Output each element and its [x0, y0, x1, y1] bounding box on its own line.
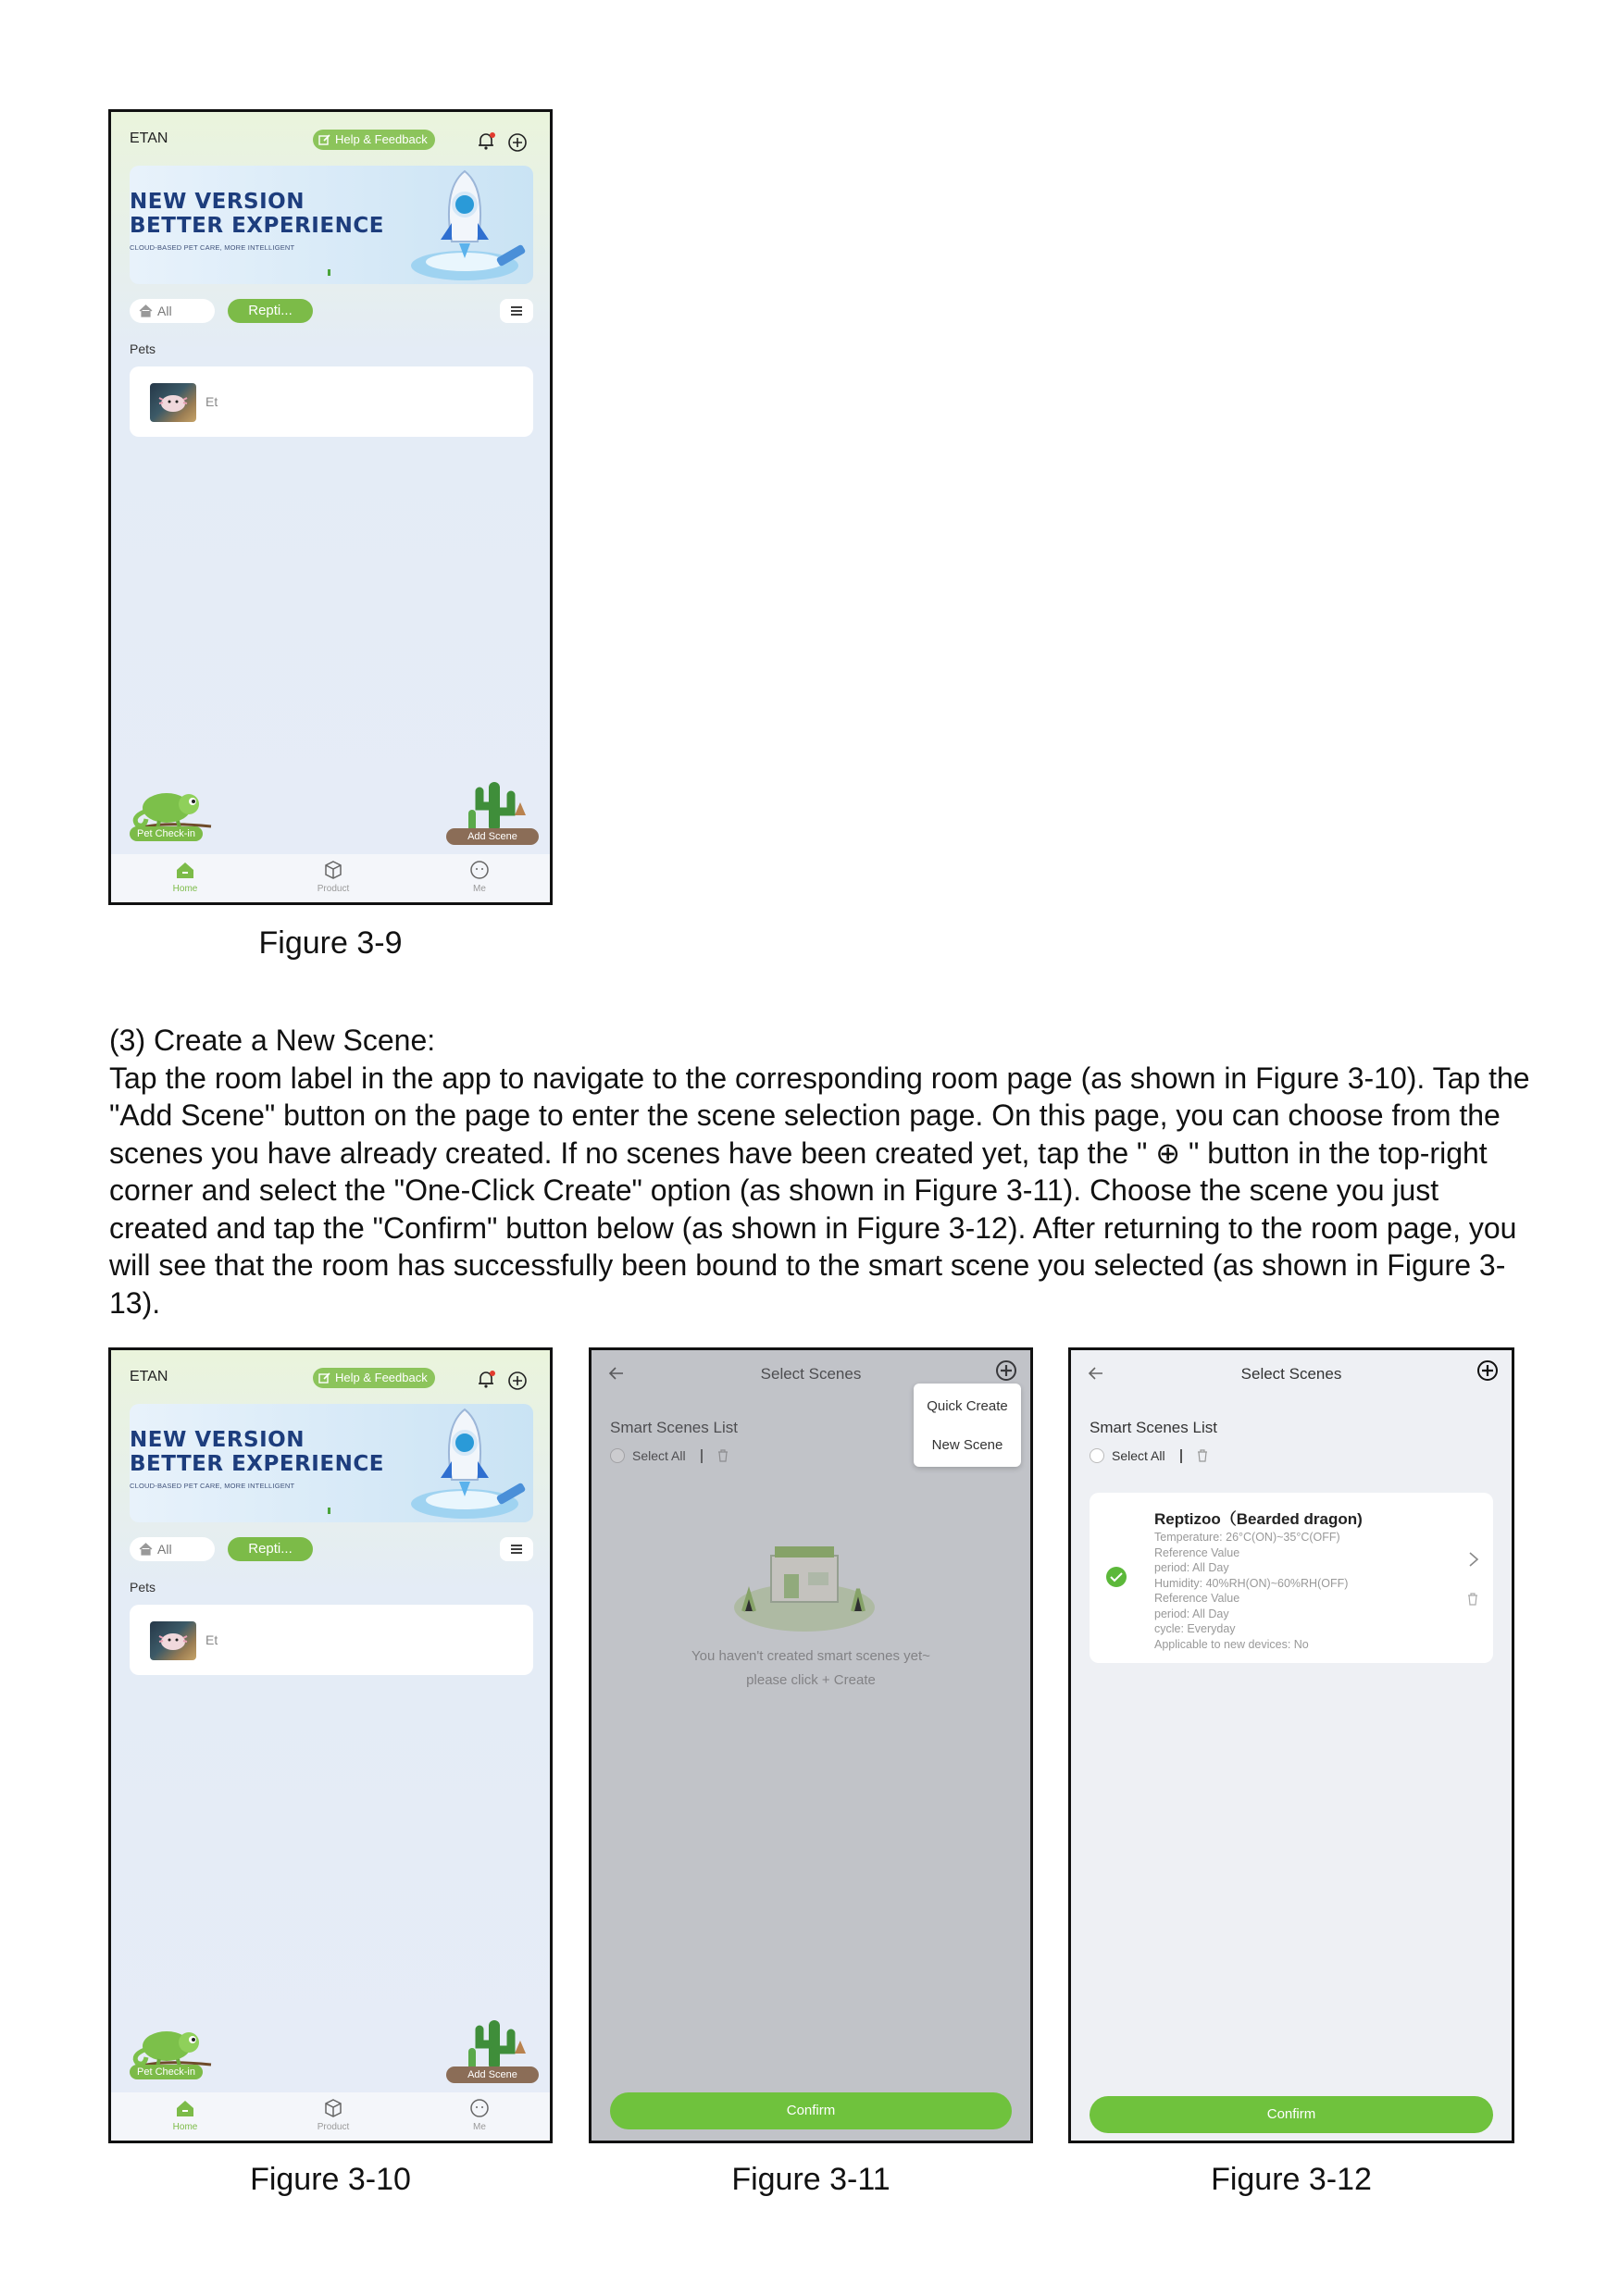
banner-subtitle: CLOUD-BASED PET CARE, MORE INTELLIGENT: [130, 243, 295, 252]
brand-label: ETAN: [130, 1369, 168, 1384]
check-icon: [1110, 1571, 1123, 1582]
help-feedback-label: Help & Feedback: [335, 132, 428, 146]
add-circle-icon[interactable]: [995, 1359, 1017, 1382]
banner-indicator: [328, 1508, 330, 1514]
nav-product[interactable]: [296, 860, 370, 894]
brand-label: ETAN: [130, 130, 168, 146]
scene-details: [1154, 1530, 1348, 1652]
separator: [1180, 1449, 1182, 1463]
pets-section-label: Pets: [130, 341, 156, 356]
add-scene-button[interactable]: Add Scene: [446, 2066, 539, 2083]
nav-product-label: Product: [317, 884, 350, 894]
room-menu-button[interactable]: [500, 1537, 533, 1561]
top-bar: [111, 1350, 550, 1406]
menu-icon: [509, 1544, 524, 1555]
room-tabs: [130, 299, 533, 325]
help-feedback-button[interactable]: [313, 130, 435, 150]
add-circle-icon[interactable]: [1476, 1359, 1499, 1382]
pet-card[interactable]: [130, 366, 533, 437]
smart-scenes-list-title: Smart Scenes List: [1090, 1419, 1217, 1436]
bell-icon[interactable]: [476, 1369, 496, 1389]
instructions-text: [109, 1022, 1535, 1322]
section-paragraph: Tap the room label in the app to navigate to the corresponding room page (as shown in Figure 3-10). Tap the "Add Scene" button on the page to enter the scene selection page. On this page, you can choose from the scenes you have already created. If no scenes have been created yet, tap the " ⊕ " button in the top-right corner and select the "One-Click Create" option (as shown in Figure 3-11). Choose the scene you just created and tap the "Confirm" button below (as shown in Figure 3-12). After returning to the room page, you will see that the room has successfully been bound to the smart scene you selected (as shown in Figure 3-13).: [109, 1061, 1530, 1320]
promo-banner[interactable]: [130, 166, 533, 284]
scene-detail-line: period: All Day: [1154, 1561, 1229, 1574]
cactus-illustration: [461, 775, 531, 834]
home-icon: [175, 2098, 195, 2118]
add-scene-button[interactable]: Add Scene: [446, 828, 539, 845]
scene-detail-line: Temperature: 26°C(ON)~35°C(OFF): [1154, 1531, 1340, 1544]
figure-3-12-caption: Figure 3-12: [1211, 2162, 1372, 2197]
select-all-radio[interactable]: [610, 1448, 625, 1463]
room-menu-button[interactable]: [500, 299, 533, 323]
figure-3-9-screenshot: [108, 109, 553, 905]
banner-subtitle: CLOUD-BASED PET CARE, MORE INTELLIGENT: [130, 1482, 295, 1490]
nav-home-label: Home: [172, 884, 198, 894]
figure-3-9-caption: Figure 3-9: [258, 925, 403, 961]
nav-home[interactable]: [148, 860, 222, 894]
empty-shop-illustration: [730, 1522, 878, 1633]
trash-icon[interactable]: [717, 1449, 729, 1462]
scene-detail-line: Reference Value: [1154, 1592, 1240, 1605]
scene-card[interactable]: [1090, 1493, 1493, 1663]
separator: [701, 1449, 703, 1463]
screen-title: Select Scenes: [760, 1365, 862, 1383]
select-all-radio[interactable]: [1090, 1448, 1104, 1463]
select-all-row: [610, 1448, 729, 1463]
figure-3-11-caption: Figure 3-11: [731, 2162, 890, 2197]
select-all-label[interactable]: Select All: [1112, 1448, 1165, 1463]
empty-line-2: please click + Create: [746, 1672, 876, 1688]
select-all-row: [1090, 1448, 1208, 1463]
tab-all-label: All: [157, 1542, 172, 1557]
dim-overlay: [592, 1350, 1030, 2141]
help-feedback-button[interactable]: [313, 1368, 435, 1388]
scene-detail-line: Applicable to new devices: No: [1154, 1637, 1309, 1651]
banner-title: NEW VERSION BETTER EXPERIENCE: [130, 1428, 384, 1476]
figure-3-10-caption: Figure 3-10: [250, 2162, 411, 2197]
rocket-illustration: [407, 1404, 528, 1522]
pet-photo: [150, 383, 196, 422]
cube-icon: [323, 860, 343, 880]
edit-icon: [318, 1371, 331, 1384]
pet-name: Et: [205, 394, 218, 409]
tab-all-label: All: [157, 304, 172, 318]
nav-home[interactable]: [148, 2098, 222, 2132]
cube-icon: [323, 2098, 343, 2118]
promo-banner[interactable]: [130, 1404, 533, 1522]
scene-detail-line: period: All Day: [1154, 1607, 1229, 1620]
pet-photo: [150, 1621, 196, 1660]
scene-detail-line: Humidity: 40%RH(ON)~60%RH(OFF): [1154, 1576, 1349, 1590]
bottom-nav: [111, 854, 550, 902]
empty-line-1: You haven't created smart scenes yet~: [691, 1648, 930, 1664]
nav-me-label: Me: [473, 2122, 486, 2132]
room-tabs: [130, 1537, 533, 1563]
top-bar: [111, 112, 550, 168]
rocket-illustration: [407, 166, 528, 284]
nav-product[interactable]: [296, 2098, 370, 2132]
menu-icon: [509, 305, 524, 316]
scene-detail-line: cycle: Everyday: [1154, 1622, 1236, 1635]
tab-room-repti[interactable]: Repti...: [228, 299, 313, 323]
screen-title: Select Scenes: [1240, 1365, 1342, 1383]
nav-me-label: Me: [473, 884, 486, 894]
pets-section-label: Pets: [130, 1580, 156, 1595]
select-all-label[interactable]: Select All: [632, 1448, 686, 1463]
face-icon: [469, 2098, 490, 2118]
nav-me[interactable]: [442, 860, 517, 894]
scene-detail-line: Reference Value: [1154, 1545, 1240, 1559]
nav-product-label: Product: [317, 2122, 350, 2132]
bell-icon[interactable]: [476, 130, 496, 151]
section-heading: (3) Create a New Scene:: [109, 1024, 436, 1057]
smart-scenes-list-title: Smart Scenes List: [610, 1419, 738, 1436]
figure-3-11-screenshot: [589, 1347, 1033, 2143]
edit-icon: [318, 133, 331, 146]
tab-all[interactable]: [130, 1537, 215, 1561]
cactus-illustration: [461, 2013, 531, 2072]
tab-room-repti[interactable]: Repti...: [228, 1537, 313, 1561]
face-icon: [469, 860, 490, 880]
trash-icon[interactable]: [1197, 1449, 1208, 1462]
pet-checkin-button[interactable]: Pet Check-in: [130, 826, 203, 841]
banner-title: NEW VERSION BETTER EXPERIENCE: [130, 190, 384, 238]
banner-indicator: [328, 269, 330, 276]
confirm-button[interactable]: Confirm: [1090, 2096, 1493, 2133]
figure-3-12-screenshot: [1068, 1347, 1514, 2143]
empty-state-text: [592, 1644, 1030, 1693]
nav-home-label: Home: [172, 2122, 198, 2132]
selected-check[interactable]: [1106, 1567, 1127, 1587]
chevron-right-icon[interactable]: [1467, 1550, 1480, 1569]
add-circle-icon[interactable]: [507, 1371, 528, 1391]
pet-name: Et: [205, 1632, 218, 1647]
menu-quick-create[interactable]: Quick Create: [927, 1398, 1008, 1414]
home-icon: [175, 860, 195, 880]
bottom-nav: [111, 2092, 550, 2141]
scene-title: Reptizoo（Bearded dragon): [1154, 1510, 1363, 1528]
nav-me[interactable]: [442, 2098, 517, 2132]
tab-all[interactable]: [130, 299, 215, 323]
menu-new-scene[interactable]: New Scene: [931, 1437, 1003, 1453]
confirm-button[interactable]: Confirm: [610, 2092, 1012, 2129]
home-icon: [139, 1543, 153, 1556]
pet-card[interactable]: [130, 1605, 533, 1675]
pet-checkin-button[interactable]: Pet Check-in: [130, 2065, 203, 2079]
add-circle-icon[interactable]: [507, 132, 528, 153]
trash-icon[interactable]: [1467, 1593, 1478, 1606]
help-feedback-label: Help & Feedback: [335, 1371, 428, 1384]
figure-3-10-screenshot: [108, 1347, 553, 2143]
home-icon: [139, 304, 153, 317]
create-menu-popup: [914, 1384, 1021, 1467]
